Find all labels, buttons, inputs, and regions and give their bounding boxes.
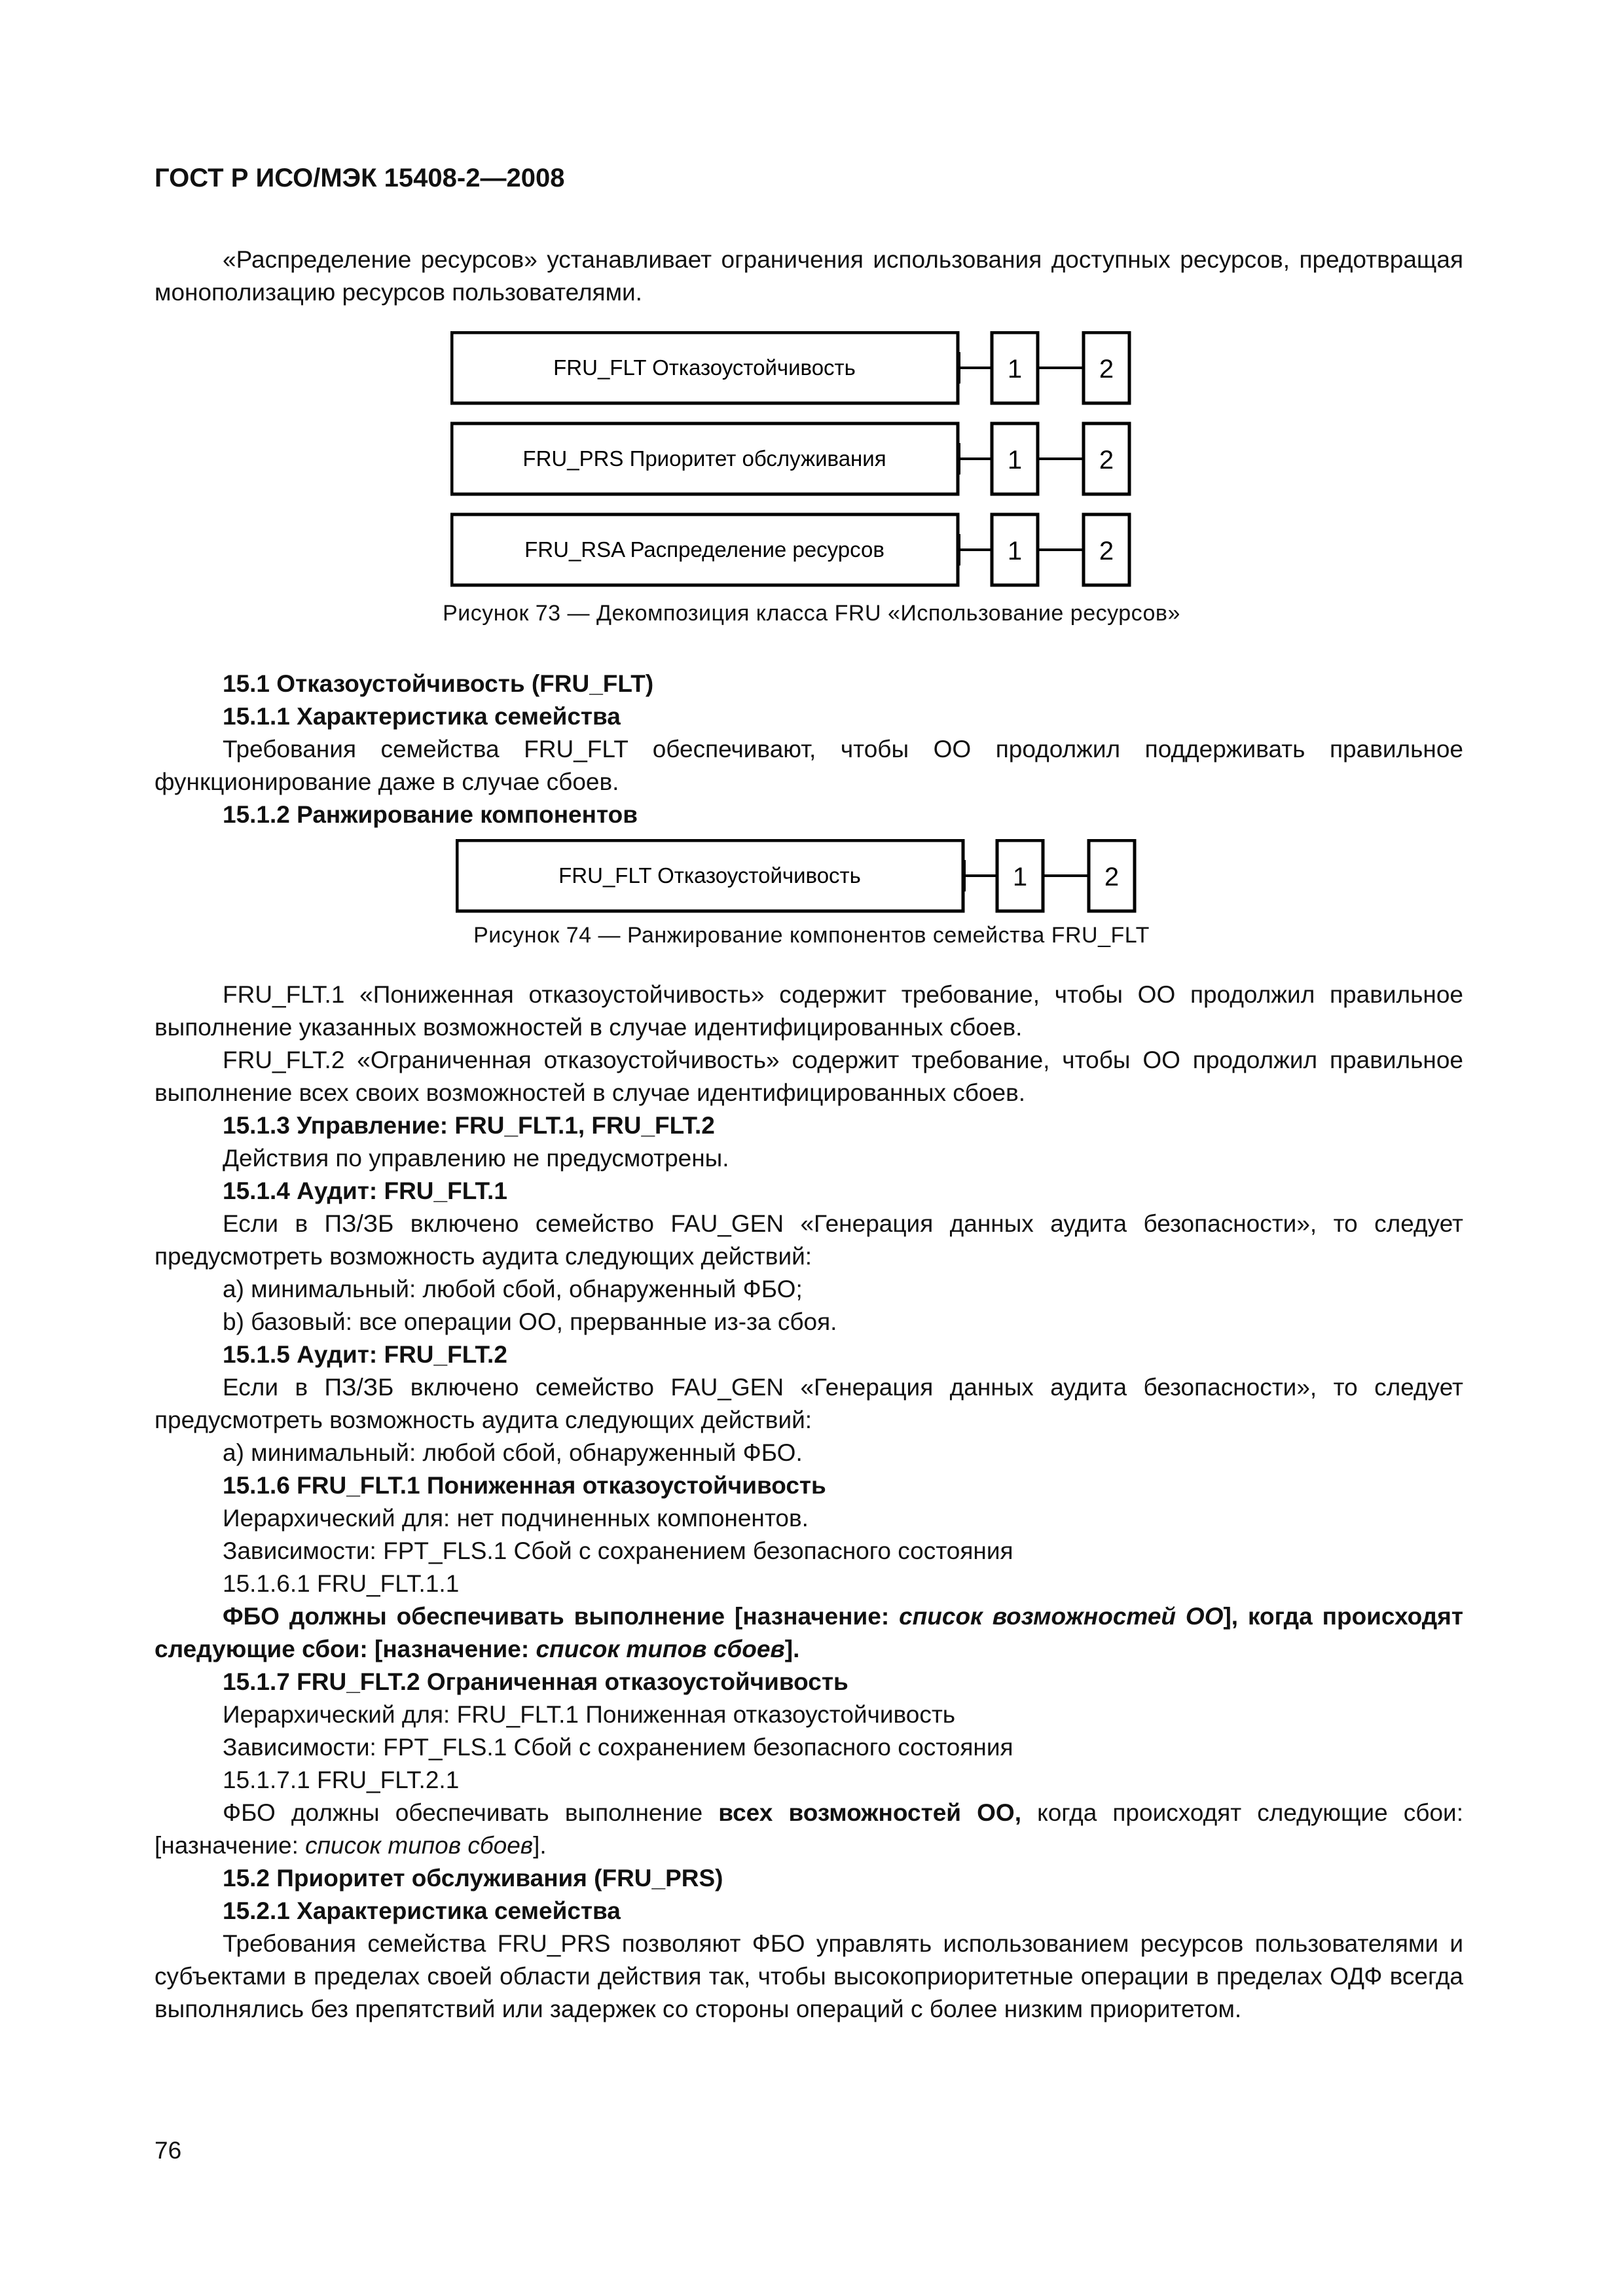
- figure-73-svg: [450, 331, 1158, 593]
- page-number: 76: [155, 2137, 182, 2164]
- document-header: ГОСТ Р ИСО/МЭК 15408-2—2008: [155, 164, 565, 192]
- figure-73-diagram: [450, 331, 1158, 596]
- level-label: 1: [1007, 446, 1023, 475]
- figure-73-row-3: [452, 514, 1129, 585]
- assignment-text: список типов сбоев: [536, 1636, 785, 1662]
- family-label: FRU_RSA Распределение ресурсов: [524, 537, 884, 562]
- figure-73-caption: Рисунок 73 — Декомпозиция класса FRU «Использование ресурсов»: [443, 601, 1180, 626]
- family-label: FRU_FLT Отказоустойчивость: [558, 863, 861, 888]
- requirement-text: ].: [784, 1636, 800, 1662]
- list-item: a) минимальный: любой сбой, обнаруженный ФБО;: [223, 1276, 803, 1302]
- figure-74-svg: [456, 839, 1163, 915]
- section-heading: 15.2.1 Характеристика семейства: [223, 1897, 621, 1924]
- paragraph: FRU_FLT.1 «Пониженная отказоустойчивость» содержит требование, чтобы ОО продолжил правильное выполнение указанных возможностей в случае идентифицированных сбоев.: [155, 981, 1463, 1041]
- level-label: 1: [1007, 537, 1023, 565]
- section-heading: 15.2 Приоритет обслуживания (FRU_PRS): [223, 1865, 723, 1892]
- requirement-paragraph: [155, 1797, 1463, 1862]
- paragraph: Если в ПЗ/ЗБ включено семейство FAU_GEN «Генерация данных аудита безопасности», то следует предусмотреть возможность аудита следующих действий:: [155, 1374, 1463, 1433]
- level-label: 2: [1104, 863, 1120, 891]
- level-label: 1: [1012, 863, 1028, 891]
- paragraph: Иерархический для: нет подчиненных компонентов.: [223, 1505, 809, 1532]
- paragraph: 15.1.7.1 FRU_FLT.2.1: [223, 1767, 460, 1793]
- figure-73-row-1: [452, 332, 1129, 403]
- requirement-text: когда происходят следующие сбои: [назначение:: [155, 1799, 1463, 1859]
- paragraph: Требования семейства FRU_FLT обеспечивают, чтобы ОО продолжил поддерживать правильное функционирование даже в случае сбоев.: [155, 736, 1463, 795]
- section-heading: 15.1.7 FRU_FLT.2 Ограниченная отказоустойчивость: [223, 1668, 848, 1695]
- family-label: FRU_FLT Отказоустойчивость: [553, 355, 856, 380]
- section-heading: 15.1.6 FRU_FLT.1 Пониженная отказоустойчивость: [223, 1472, 826, 1499]
- paragraph: Иерархический для: FRU_FLT.1 Пониженная отказоустойчивость: [223, 1701, 956, 1728]
- list-item: b) базовый: все операции ОО, прерванные из-за сбоя.: [223, 1308, 837, 1335]
- paragraph: Зависимости: FPT_FLS.1 Сбой с сохранением безопасного состояния: [223, 1734, 1013, 1761]
- section-heading: 15.1.5 Аудит: FRU_FLT.2: [223, 1341, 507, 1368]
- section-heading: 15.1.1 Характеристика семейства: [223, 703, 621, 730]
- figure-74-diagram: [456, 839, 1163, 918]
- assignment-text: список возможностей ОО: [899, 1603, 1224, 1630]
- paragraph: FRU_FLT.2 «Ограниченная отказоустойчивость» содержит требование, чтобы ОО продолжил правильное выполнение всех своих возможностей в случае идентифицированных сбоев.: [155, 1047, 1463, 1106]
- level-label: 2: [1099, 446, 1114, 475]
- figure-73-row-2: [452, 423, 1129, 494]
- paragraph: Действия по управлению не предусмотрены.: [223, 1145, 729, 1172]
- paragraph: Требования семейства FRU_PRS позволяют ФБО управлять использованием ресурсов пользователями и субъектами в пределах своей области действия так, чтобы высокоприоритетные операции в пределах ОДФ всегда выполнялись без препятствий или задержек со стороны операций с более низким приоритетом.: [155, 1930, 1463, 2022]
- family-label: FRU_PRS Приоритет обслуживания: [522, 446, 886, 471]
- level-label: 1: [1007, 355, 1023, 384]
- requirement-text: ФБО должны обеспечивать выполнение: [223, 1799, 719, 1826]
- paragraph: Если в ПЗ/ЗБ включено семейство FAU_GEN «Генерация данных аудита безопасности», то следует предусмотреть возможность аудита следующих действий:: [155, 1210, 1463, 1270]
- figure-74-caption: Рисунок 74 — Ранжирование компонентов семейства FRU_FLT: [473, 923, 1150, 948]
- section-heading: 15.1.3 Управление: FRU_FLT.1, FRU_FLT.2: [223, 1112, 715, 1139]
- requirement-text: ФБО должны обеспечивать выполнение [назначение:: [223, 1603, 900, 1630]
- section-heading: 15.1.2 Ранжирование компонентов: [223, 801, 638, 828]
- requirement-text: ].: [533, 1832, 547, 1859]
- section-heading: 15.1 Отказоустойчивость (FRU_FLT): [223, 670, 654, 697]
- level-label: 2: [1099, 537, 1114, 565]
- intro-paragraph: «Распределение ресурсов» устанавливает ограничения использования доступных ресурсов, предотвращая монополизацию ресурсов пользователями.: [155, 246, 1463, 306]
- requirement-text: ], когда происходят следующие сбои: [назначение:: [155, 1603, 1463, 1662]
- list-item: a) минимальный: любой сбой, обнаруженный ФБО.: [223, 1439, 803, 1466]
- paragraph: 15.1.6.1 FRU_FLT.1.1: [223, 1570, 460, 1597]
- refinement-text: всех возможностей ОО,: [718, 1799, 1021, 1826]
- level-label: 2: [1099, 355, 1114, 384]
- requirement-paragraph: [155, 1600, 1463, 1666]
- assignment-text: список типов сбоев: [305, 1832, 534, 1859]
- paragraph: Зависимости: FPT_FLS.1 Сбой с сохранением безопасного состояния: [223, 1537, 1013, 1564]
- section-heading: 15.1.4 Аудит: FRU_FLT.1: [223, 1177, 507, 1204]
